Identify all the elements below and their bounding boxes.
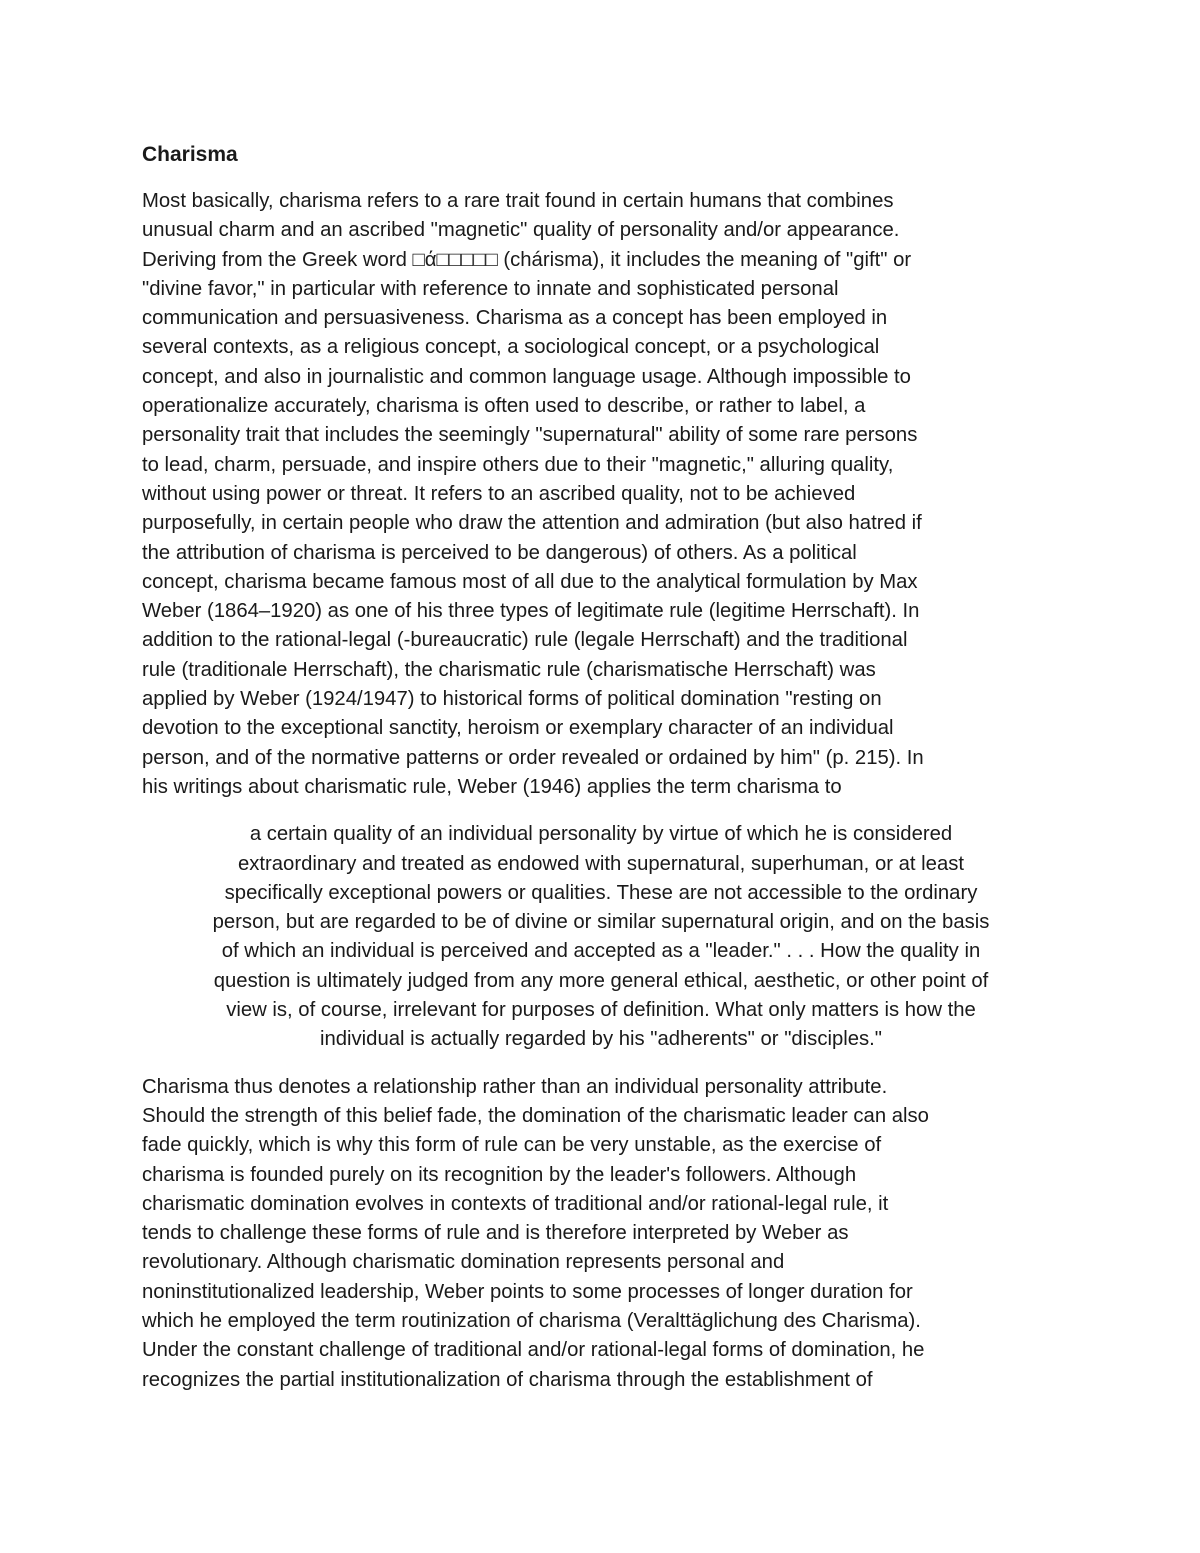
- document-page: [142, 140, 1060, 1395]
- block-quote: a certain quality of an individual personality by virtue of which he is considered extraordinary and treated as endowed with supernatural, superhuman, or at least specifically exceptional powers or qualities. These are not accessible to the ordinary person, but are regarded to be of divine or similar supernatural origin, and on the basis of which an individual is perceived and accepted as a "leader." . . . How the quality in question is ultimately judged from any more general ethical, aesthetic, or other point of view is, of course, irrelevant for purposes of definition. What only matters is how the individual is actually regarded by his "adherents" or "disciples.": [212, 823, 990, 1051]
- body-paragraph-2: Charisma thus denotes a relationship rather than an individual personality attribute. Should the strength of this belief fade, the domination of the charismatic leader can also fade quickly, which is why this form of rule can be very unstable, as the exercise of charisma is founded purely on its recognition by the leader's followers. Although charismatic domination evolves in contexts of traditional and/or rational-legal rule, it tends to challenge these forms of rule and is therefore interpreted by Weber as revolutionary. Although charismatic domination represents personal and noninstitutionalized leadership, Weber points to some processes of longer duration for which he employed the term routinization of charisma (Veralttäglichung des Charisma). Under the constant challenge of traditional and/or rational-legal forms of domination, he recognizes the partial institutionalization of charisma through the establishment of: [142, 1075, 929, 1391]
- body-paragraph-1: Most basically, charisma refers to a rare trait found in certain humans that combines unusual charm and an ascribed "magnetic" quality of personality and/or appearance. Deriving from the Greek word □ά□□□□□ (chárisma), it includes the meaning of "gift" or "divine favor," in particular with reference to innate and sophisticated personal communication and persuasiveness. Charisma as a concept has been employed in several contexts, as a religious concept, a sociological concept, or a psychological concept, and also in journalistic and common language usage. Although impossible to operationalize accurately, charisma is often used to describe, or rather to label, a personality trait that includes the seemingly "supernatural" ability of some rare persons to lead, charm, persuade, and inspire others due to their "magnetic," alluring quality, without using power or threat. It refers to an ascribed quality, not to be achieved purposefully, in certain people who draw the attention and admiration (but also hatred if the attribution of charisma is perceived to be dangerous) of others. As a political concept, charisma became famous most of all due to the analytical formulation by Max Weber (1864–1920) as one of his three types of legitimate rule (legitime Herrschaft). In addition to the rational-legal (-bureaucratic) rule (legale Herrschaft) and the traditional rule (traditionale Herrschaft), the charismatic rule (charismatische Herrschaft) was applied by Weber (1924/1947) to historical forms of political domination "resting on devotion to the exceptional sanctity, heroism or exemplary character of an individual person, and of the normative patterns or order revealed or ordained by him" (p. 215). In his writings about charismatic rule, Weber (1946) applies the term charisma to: [142, 190, 924, 798]
- document-title: Charisma: [142, 143, 238, 166]
